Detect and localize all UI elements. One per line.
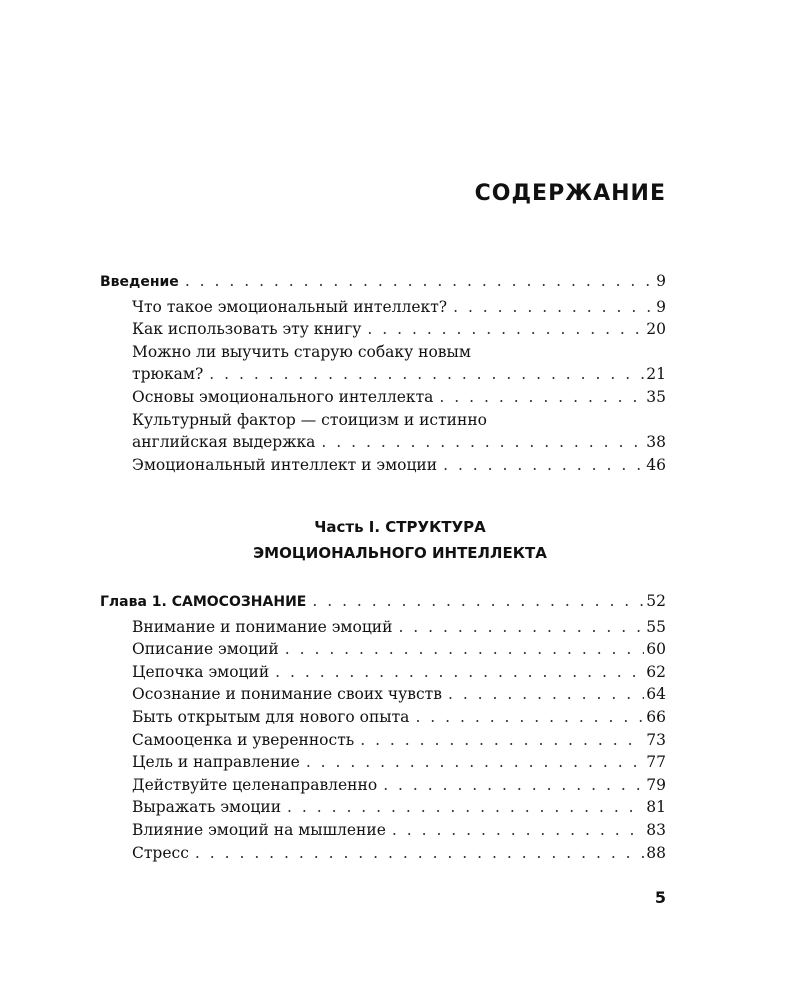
- toc-entry-title: Стресс: [132, 843, 189, 862]
- toc-heading-label: Глава 1. САМОСОЗНАНИЕ: [100, 594, 307, 610]
- toc-page-number: 20: [646, 320, 666, 339]
- toc-entry-list: [100, 296, 666, 477]
- dot-leader: [275, 661, 644, 684]
- toc-entry: [100, 661, 666, 684]
- toc-entry-title: Цель и направление: [132, 753, 300, 772]
- dot-leader: [185, 270, 654, 293]
- toc-page-number: 66: [646, 707, 666, 726]
- dot-leader: [306, 751, 644, 774]
- dot-leader: [398, 616, 644, 639]
- toc-entry-row: [100, 616, 666, 639]
- toc-entry-row: [100, 796, 666, 819]
- toc-entry-title: Самооценка и уверенность: [132, 730, 355, 749]
- toc-page-number: 55: [646, 617, 666, 636]
- toc-entry-row: [100, 431, 666, 454]
- dot-leader: [392, 819, 644, 842]
- dot-leader: [383, 774, 644, 797]
- toc-entry: [100, 386, 666, 409]
- toc-entry-row: [100, 661, 666, 684]
- toc-page-number: 83: [646, 820, 666, 839]
- toc-entry-row: [100, 454, 666, 477]
- toc-introduction-section: [100, 270, 666, 476]
- toc-entry-title: английская выдержка: [132, 433, 316, 452]
- toc-section-heading: [100, 590, 666, 614]
- toc-entry: [100, 296, 666, 319]
- toc-entry-title: трюкам?: [132, 365, 204, 384]
- toc-page-number: 9: [656, 297, 666, 316]
- toc-entry-row: [100, 751, 666, 774]
- dot-leader: [448, 683, 644, 706]
- toc-entry-title: Выражать эмоции: [132, 798, 282, 817]
- toc-entry: [100, 774, 666, 797]
- toc-entry: [100, 341, 666, 386]
- toc-entry-row: [100, 729, 666, 752]
- toc-entry-title: Основы эмоционального интеллекта: [132, 387, 434, 406]
- toc-page-number: 52: [646, 592, 666, 610]
- dot-leader: [360, 729, 644, 752]
- dot-leader: [285, 638, 645, 661]
- toc-entry-title: Что такое эмоциональный интеллект?: [132, 297, 448, 316]
- toc-entry-title: Быть открытым для нового опыта: [132, 707, 410, 726]
- toc-entry: [100, 616, 666, 639]
- toc-page-number: 35: [646, 387, 666, 406]
- toc-entry-row: [100, 683, 666, 706]
- part-heading-line: Часть I. СТРУКТУРА: [314, 518, 486, 536]
- toc-entry-row: [100, 774, 666, 797]
- toc-page-number: 62: [646, 662, 666, 681]
- toc-entry: [100, 683, 666, 706]
- toc-entry-row: [100, 819, 666, 842]
- toc-page-number: 46: [646, 455, 666, 474]
- dot-leader: [415, 706, 644, 729]
- toc-entry-title: Осознание и понимание своих чувств: [132, 685, 442, 704]
- toc-entry: [100, 706, 666, 729]
- toc-entry-row: [100, 296, 666, 319]
- dot-leader: [453, 296, 654, 319]
- toc-entry: [100, 454, 666, 477]
- toc-chapter-section: [100, 590, 666, 864]
- toc-entry: [100, 796, 666, 819]
- toc-page-number: 79: [646, 775, 666, 794]
- toc-entry: [100, 729, 666, 752]
- page-number: 5: [654, 888, 666, 907]
- toc-page-number: 77: [646, 753, 666, 772]
- toc-entry-title-line: Культурный фактор — стоицизм и истинно: [132, 410, 488, 429]
- toc-entry: [100, 842, 666, 865]
- toc-entry: [100, 819, 666, 842]
- toc-entry-row: [100, 842, 666, 865]
- toc-page-number: 64: [646, 685, 666, 704]
- toc-entry-title-line: Можно ли выучить старую собаку новым: [132, 342, 471, 361]
- toc-page-number: 81: [646, 798, 666, 817]
- toc-page-number: 21: [646, 365, 666, 384]
- toc-page-number: 60: [646, 640, 666, 659]
- toc-entry: [100, 409, 666, 454]
- toc-entry-row: [100, 638, 666, 661]
- toc-entry-title: Внимание и понимание эмоций: [132, 617, 393, 636]
- dot-leader: [443, 454, 644, 477]
- toc-page-number: 73: [646, 730, 666, 749]
- dot-leader: [321, 431, 644, 454]
- toc-entry: [100, 318, 666, 341]
- dot-leader: [312, 590, 644, 613]
- dot-leader: [367, 318, 644, 341]
- toc-entry-row: [100, 363, 666, 386]
- part-heading: [180, 514, 620, 566]
- toc-entry: [100, 638, 666, 661]
- part-heading-line: ЭМОЦИОНАЛЬНОГО ИНТЕЛЛЕКТА: [253, 544, 547, 562]
- toc-entry-title: Влияние эмоций на мышление: [132, 820, 386, 839]
- toc-page-number: 38: [646, 433, 666, 452]
- dot-leader: [209, 363, 644, 386]
- dot-leader: [439, 386, 644, 409]
- dot-leader: [287, 796, 644, 819]
- toc-entry: [100, 751, 666, 774]
- toc-entry-title: Описание эмоций: [132, 640, 279, 659]
- toc-entry-title: Эмоциональный интеллект и эмоции: [132, 455, 438, 474]
- toc-entry-list: [100, 616, 666, 865]
- toc-entry-title: Действуйте целенаправленно: [132, 775, 378, 794]
- toc-section-heading: [100, 270, 666, 294]
- toc-entry-row: [100, 318, 666, 341]
- dot-leader: [195, 842, 644, 865]
- page-title: СОДЕРЖАНИЕ: [474, 181, 666, 206]
- toc-heading-label: Введение: [100, 274, 179, 290]
- toc-entry-title: Как использовать эту книгу: [132, 320, 362, 339]
- toc-page-number: 9: [656, 272, 666, 290]
- toc-entry-title: Цепочка эмоций: [132, 662, 270, 681]
- toc-page-number: 88: [646, 843, 666, 862]
- toc-entry-row: [100, 706, 666, 729]
- toc-entry-row: [100, 386, 666, 409]
